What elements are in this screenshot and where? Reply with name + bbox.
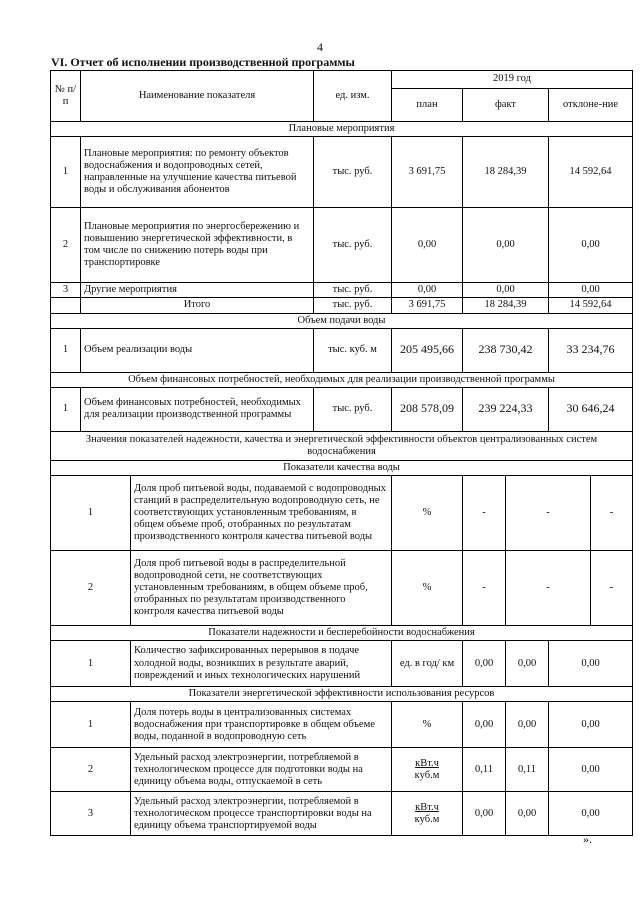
row-unit: тыс. руб.: [314, 208, 392, 283]
row-deviation: 0,00: [549, 641, 633, 687]
row-fact: 0,00: [463, 208, 549, 283]
table-row: [51, 476, 633, 551]
section-quality: Показатели качества воды: [51, 460, 633, 475]
row-name: Количество зафиксированных перерывов в подаче холодной воды, возникших в результате аварий, повреждений и иных технологических нарушений: [131, 641, 392, 687]
row-fact: 0,00: [506, 702, 549, 748]
row-fact: 0,00: [463, 283, 549, 298]
row-plan: 0,00: [392, 208, 463, 283]
total-plan: 3 691,75: [392, 298, 463, 313]
row-plan: 0,00: [463, 792, 506, 836]
row-deviation: 30 646,24: [549, 387, 633, 431]
unit-numerator: кВт.ч: [415, 801, 439, 813]
col-header-fact: факт: [463, 89, 549, 122]
total-fact: 18 284,39: [463, 298, 549, 313]
row-unit: тыс. руб.: [314, 387, 392, 431]
col-header-num: № п/п: [51, 71, 81, 122]
total-row: [51, 298, 633, 313]
row-name: Доля потерь воды в централизованных системах водоснабжения при транспортировке в общем объеме воды, поданной в водопроводную сеть: [131, 702, 392, 748]
row-num: 1: [51, 328, 81, 372]
row-num: 1: [51, 702, 131, 748]
page-number: 4: [317, 40, 323, 54]
total-deviation: 14 592,64: [549, 298, 633, 313]
row-fact: -: [506, 476, 591, 551]
row-unit: %: [392, 476, 463, 551]
total-label: Итого: [81, 298, 314, 313]
row-name: Другие мероприятия: [81, 283, 314, 298]
row-unit: ед. в год/ км: [392, 641, 463, 687]
unit-numerator: кВт.ч: [415, 757, 439, 769]
production-program-table: [50, 70, 633, 836]
row-deviation: 0,00: [549, 748, 633, 792]
row-plan: 3 691,75: [392, 137, 463, 208]
row-num: 1: [51, 476, 131, 551]
row-name: Удельный расход электроэнергии, потребляемой в технологическом процессе транспортировки воды на единицу объема транспортируемой воды: [131, 792, 392, 836]
section-reliability: Показатели надежности и бесперебойности водоснабжения: [51, 626, 633, 641]
table-row: [51, 208, 633, 283]
row-unit: тыс. руб.: [314, 137, 392, 208]
section-supply: Объем подачи воды: [51, 313, 633, 328]
row-deviation: 0,00: [549, 208, 633, 283]
row-name: Объем реализации воды: [81, 328, 314, 372]
section-planned: Плановые мероприятия: [51, 122, 633, 137]
row-unit: тыс. руб.: [314, 283, 392, 298]
row-plan: 208 578,09: [392, 387, 463, 431]
table-row: [51, 641, 633, 687]
page-heading: VI. Отчет об исполнении производственной программы: [51, 55, 355, 69]
row-deviation: 0,00: [549, 792, 633, 836]
row-num: 2: [51, 748, 131, 792]
row-deviation: -: [591, 476, 633, 551]
unit-denominator: куб.м: [414, 813, 440, 825]
row-fact: -: [506, 551, 591, 626]
col-header-unit: ед. изм.: [314, 71, 392, 122]
row-deviation: 33 234,76: [549, 328, 633, 372]
total-unit: тыс. руб.: [314, 298, 392, 313]
row-plan: -: [463, 476, 506, 551]
table-row: [51, 702, 633, 748]
row-fact: 0,11: [506, 748, 549, 792]
row-plan: 0,00: [463, 702, 506, 748]
row-name: Удельный расход электроэнергии, потребляемой в технологическом процессе для подготовки воды на единицу объема воды, отпускаемой в сеть: [131, 748, 392, 792]
table-row: [51, 748, 633, 792]
row-deviation: 0,00: [549, 702, 633, 748]
row-num: 1: [51, 641, 131, 687]
unit-denominator: куб.м: [414, 769, 440, 781]
row-unit: %: [392, 702, 463, 748]
row-fact: 239 224,33: [463, 387, 549, 431]
row-fact: 0,00: [506, 641, 549, 687]
row-num: 1: [51, 387, 81, 431]
row-unit: [392, 748, 463, 792]
row-unit: [392, 792, 463, 836]
row-name: Доля проб питьевой воды в распределительной водопроводной сети, не соответствующих установленным требованиям, в общем объеме проб, отобранных по результатам производственного контроля качества питьевой воды: [131, 551, 392, 626]
table-row: [51, 551, 633, 626]
row-fact: 18 284,39: [463, 137, 549, 208]
section-energy: Показатели энергетической эффективности использования ресурсов: [51, 687, 633, 702]
row-fact: 238 730,42: [463, 328, 549, 372]
row-num: 1: [51, 137, 81, 208]
row-name: Плановые мероприятия: по ремонту объектов водоснабжения и водопроводных сетей, направленные на улучшение качества питьевой воды и обслуживания абонентов: [81, 137, 314, 208]
row-name: Плановые мероприятия по энергосбережению и повышению энергетической эффективности, в том числе по снижению потерь воды при транспортировке: [81, 208, 314, 283]
table-row: [51, 137, 633, 208]
row-plan: 0,00: [463, 641, 506, 687]
row-unit: %: [392, 551, 463, 626]
closing-quote: ».: [583, 832, 592, 846]
row-deviation: 14 592,64: [549, 137, 633, 208]
total-num-cell: [51, 298, 81, 313]
row-plan: 205 495,66: [392, 328, 463, 372]
table-row: [51, 387, 633, 431]
row-plan: -: [463, 551, 506, 626]
table-row: [51, 792, 633, 836]
row-deviation: -: [591, 551, 633, 626]
col-header-name: Наименование показателя: [81, 71, 314, 122]
col-header-plan: план: [392, 89, 463, 122]
row-deviation: 0,00: [549, 283, 633, 298]
row-name: Объем финансовых потребностей, необходимых для реализации производственной программы: [81, 387, 314, 431]
row-num: 2: [51, 208, 81, 283]
row-num: 3: [51, 792, 131, 836]
col-header-year: 2019 год: [392, 71, 633, 89]
table-row: [51, 328, 633, 372]
row-num: 2: [51, 551, 131, 626]
row-name: Доля проб питьевой воды, подаваемой с водопроводных станций в распределительную водопроводную сеть, не соответствующих установленным требованиям, в общем объеме проб, отобранных по результатам производственного контроля качества питьевой воды: [131, 476, 392, 551]
row-plan: 0,11: [463, 748, 506, 792]
section-reliability-group: Значения показателей надежности, качества и энергетической эффективности объектов централизованных систем водоснабжения: [51, 431, 633, 460]
row-plan: 0,00: [392, 283, 463, 298]
row-fact: 0,00: [506, 792, 549, 836]
row-unit: тыс. куб. м: [314, 328, 392, 372]
section-finance: Объем финансовых потребностей, необходимых для реализации производственной программы: [51, 372, 633, 387]
col-header-deviation: отклоне-ние: [549, 89, 633, 122]
table-row: [51, 283, 633, 298]
row-num: 3: [51, 283, 81, 298]
